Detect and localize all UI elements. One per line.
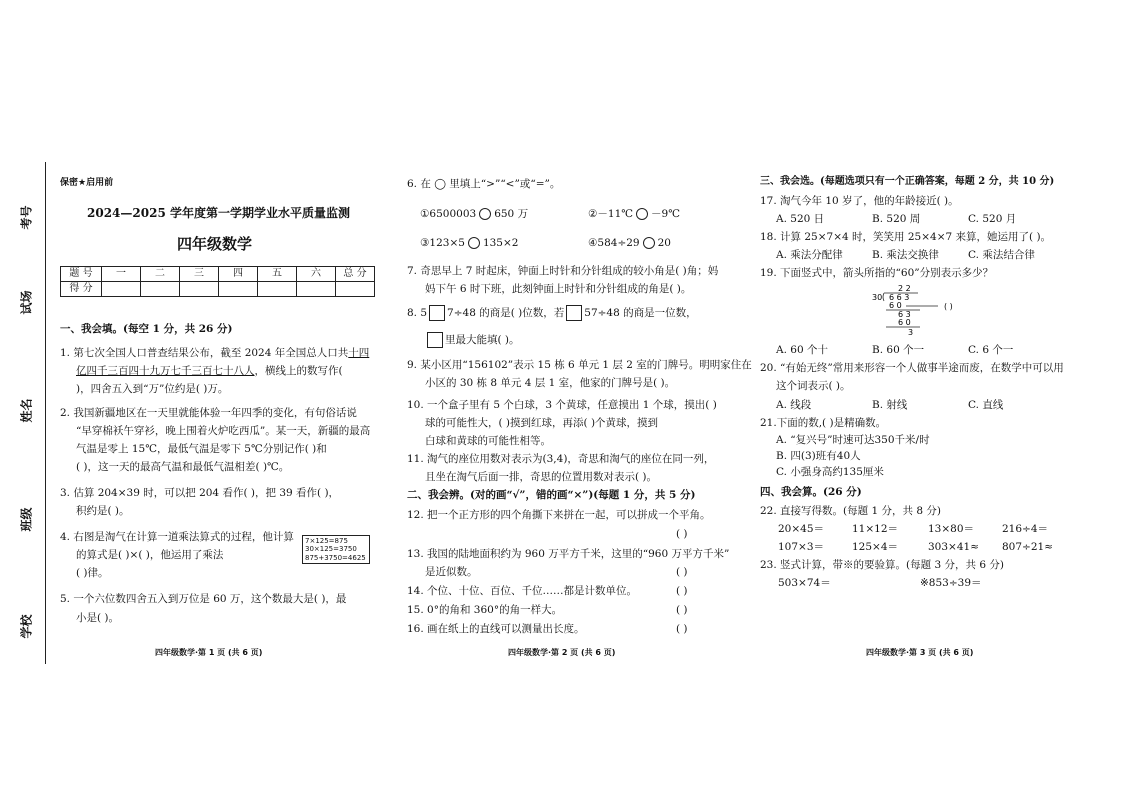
compare-circle[interactable] — [643, 237, 655, 249]
q6b-left: ②－11℃ — [588, 208, 634, 220]
q6b-right: －9℃ — [651, 208, 680, 220]
q6a-left: ①6500003 — [420, 208, 477, 220]
q1-text: 1. 第七次全国人口普查结果公布，截至 2024 年全国总人口共 — [60, 347, 349, 359]
q17-option-b[interactable]: B. 520 周 — [872, 213, 921, 225]
answer-box[interactable] — [429, 305, 445, 321]
score-header-cell: 五 — [258, 267, 297, 282]
question-16: 16. 画在纸上的直线可以测量出长度。 — [407, 623, 585, 635]
binding-line — [45, 162, 46, 664]
question-13-line-2: 是近似数。 — [425, 566, 478, 578]
compare-circle[interactable] — [468, 237, 480, 249]
judge-paren[interactable]: ( ) — [676, 604, 688, 616]
division-dividend: 6 6 3 — [889, 293, 910, 302]
q20-option-c[interactable]: C. 直线 — [968, 399, 1004, 411]
vertical-calc-b: ※853÷39＝ — [920, 577, 982, 589]
division-step-1: 6 0 — [889, 301, 902, 310]
q17-option-a[interactable]: A. 520 日 — [776, 213, 825, 225]
question-6c — [420, 237, 518, 250]
secret-label: 保密★启用前 — [60, 178, 114, 188]
q8-text: 7÷48 的商是( )位数，若 — [447, 307, 565, 319]
question-4-line-2: 的算式是( )×( )，他运用了乘法 — [76, 549, 224, 561]
score-header-cell: 题 号 — [61, 267, 102, 282]
score-header-cell: 总 分 — [336, 267, 375, 282]
score-header-cell: 一 — [102, 267, 141, 282]
page-1-footer: 四年级数学·第 1 页 (共 6 页) — [155, 648, 263, 657]
question-6b — [588, 208, 680, 221]
division-quotient: 2 2 — [898, 284, 911, 293]
question-14: 14. 个位、十位、百位、千位……都是计数单位。 — [407, 585, 638, 597]
q21-option-c[interactable]: C. 小强身高约135厘米 — [776, 466, 884, 478]
question-11-line-1: 11. 淘气的座位用数对表示为(3,4)，奇思和淘气的座位在同一列， — [407, 453, 715, 465]
question-20-line-1: 20. “有始无终”常用来形容一个人做事半途而废，在数学中可以用 — [760, 362, 1064, 374]
answer-box[interactable] — [566, 305, 582, 321]
question-4-line-1: 4. 右图是淘气在计算一道乘法算式的过程，他计算 — [60, 531, 294, 543]
q18-option-a[interactable]: A. 乘法分配律 — [776, 249, 843, 261]
q6c-right: 135×2 — [482, 237, 519, 249]
question-7-line-2: 妈下午 6 时下班，此刻钟面上时针和分针组成的角是( )。 — [425, 283, 692, 295]
score-cell[interactable] — [219, 282, 258, 297]
score-header-cell: 六 — [297, 267, 336, 282]
question-3-line-2: 积约是( )。 — [76, 505, 130, 517]
side-label-exam-room: 试场 — [19, 290, 34, 315]
oral-calc: 807÷21≈ — [1002, 541, 1053, 553]
score-cell[interactable] — [180, 282, 219, 297]
question-4-line-3: ( )律。 — [76, 567, 109, 579]
subject-title: 四年级数学 — [177, 235, 253, 253]
q20-option-b[interactable]: B. 射线 — [872, 399, 908, 411]
compare-circle[interactable] — [479, 208, 491, 220]
question-5-line-2: 小是( )。 — [76, 612, 120, 624]
score-cell[interactable] — [297, 282, 336, 297]
division-step-2: 6 0 — [898, 318, 911, 327]
oral-calc: 13×80＝ — [928, 523, 975, 535]
answer-box[interactable] — [427, 332, 443, 348]
q6d-left: ④584÷29 — [588, 237, 640, 249]
judge-paren[interactable]: ( ) — [676, 528, 688, 540]
oral-calc: 20×45＝ — [778, 523, 825, 535]
q20-option-a[interactable]: A. 线段 — [776, 399, 812, 411]
score-cell[interactable] — [336, 282, 375, 297]
q6c-left: ③123×5 — [420, 237, 465, 249]
page-2-footer: 四年级数学·第 2 页 (共 6 页) — [508, 648, 616, 657]
section-1-heading: 一、我会填。(每空 1 分，共 26 分) — [60, 323, 233, 335]
score-header-cell: 四 — [219, 267, 258, 282]
question-22: 22. 直接写得数。(每题 1 分，共 8 分) — [760, 505, 941, 517]
q19-option-c[interactable]: C. 6 个一 — [968, 344, 1014, 356]
vertical-calc-a: 503×74＝ — [778, 577, 831, 589]
question-13-line-1: 13. 我国的陆地面积约为 960 万平方千米，这里的“960 万平方千米” — [407, 548, 730, 560]
division-remainder-1: 6 3 — [898, 310, 911, 319]
side-label-exam-no: 考号 — [19, 205, 34, 230]
question-5-line-1: 5. 一个六位数四舍五入到万位是 60 万，这个数最大是( )，最 — [60, 593, 347, 605]
section-3-heading: 三、我会选。(每题选项只有一个正确答案，每题 2 分，共 10 分) — [760, 176, 1055, 187]
long-division-diagram — [870, 282, 1000, 342]
score-cell[interactable] — [141, 282, 180, 297]
question-23: 23. 竖式计算，带※的要验算。(每题 3 分，共 6 分) — [760, 559, 1004, 571]
score-header-cell: 三 — [180, 267, 219, 282]
question-12: 12. 把一个正方形的四个角撕下来拼在一起，可以拼成一个平角。 — [407, 509, 711, 521]
q18-option-b[interactable]: B. 乘法交换律 — [872, 249, 939, 261]
score-table — [60, 266, 375, 297]
score-cell[interactable] — [102, 282, 141, 297]
section-4-heading: 四、我会算。(26 分) — [760, 486, 862, 498]
question-17: 17. 淘气今年 10 岁了，他的年龄接近( )。 — [760, 195, 959, 207]
oral-calc: 107×3＝ — [778, 541, 825, 553]
judge-paren[interactable]: ( ) — [676, 585, 688, 597]
q18-option-c[interactable]: C. 乘法结合律 — [968, 249, 1035, 261]
judge-paren[interactable]: ( ) — [676, 566, 688, 578]
q1-underlined-number: 亿四千三百四十九万七千三百七十八人 — [76, 365, 255, 377]
exam-title: 2024—2025 学年度第一学期学业水平质量监测 — [87, 206, 350, 220]
oral-calc: 125×4＝ — [852, 541, 899, 553]
question-6d — [588, 237, 671, 250]
division-remainder-2: 3 — [908, 328, 914, 337]
score-row-label: 得 分 — [61, 282, 102, 297]
question-21: 21.下面的数,( )是精确数。 — [760, 417, 887, 429]
question-10-line-1: 10. 一个盒子里有 5 个白球，3 个黄球，任意摸出 1 个球，摸出( ) — [407, 399, 717, 411]
question-18: 18. 计算 25×7×4 时，笑笑用 25×4×7 来算，她运用了( )。 — [760, 231, 1052, 243]
question-10-line-2: 球的可能性大，( )摸到红球，再添( )个黄球，摸到 — [425, 417, 659, 429]
question-9-line-1: 9. 某小区用“156102”表示 15 栋 6 单元 1 层 2 室的门牌号。明明家住在 — [407, 359, 752, 371]
question-2-line-2: “早穿棉袄午穿衫，晚上围着火炉吃西瓜”。某一天，新疆的最高 — [76, 425, 371, 437]
q17-option-c[interactable]: C. 520 月 — [968, 213, 1017, 225]
q21-option-b[interactable]: B. 四(3)班有40人 — [776, 450, 861, 462]
question-2-line-3: 气温是零上 15℃，最低气温是零下 5℃分别记作( )和 — [76, 443, 327, 455]
question-10-line-3: 白球和黄球的可能性相等。 — [425, 435, 551, 447]
side-label-school: 学校 — [19, 614, 34, 639]
judge-paren[interactable]: ( ) — [676, 623, 688, 635]
calc-line: 30×125=3750 — [305, 545, 357, 554]
question-2-line-4: ( )，这一天的最高气温和最低气温相差( )℃。 — [76, 461, 290, 473]
score-cell[interactable] — [258, 282, 297, 297]
question-19: 19. 下面竖式中，箭头所指的“60”分别表示多少？ — [760, 267, 994, 279]
q6a-right: 650 万 — [494, 208, 529, 220]
side-label-class: 班级 — [19, 507, 34, 532]
oral-calc: 216÷4＝ — [1002, 523, 1049, 535]
question-15: 15. 0°的角和 360°的角一样大。 — [407, 604, 563, 616]
q6d-right: 20 — [657, 237, 671, 249]
score-header-cell: 二 — [141, 267, 180, 282]
question-6-heading: 6. 在 ◯ 里填上“>”“<”或“=”。 — [407, 178, 561, 190]
question-11-line-2: 且坐在淘气后面一排，奇思的位置用数对表示( )。 — [425, 471, 658, 483]
q8-text: 8. 5 — [407, 307, 428, 319]
oral-calc: 303×41≈ — [928, 541, 979, 553]
question-6a — [420, 208, 528, 221]
division-answer-paren[interactable]: ( ) — [944, 302, 953, 311]
q1-text: ，横线上的数写作( — [254, 365, 343, 377]
section-2-heading: 二、我会辨。(对的画“√”，错的画“×”)(每题 1 分，共 5 分) — [407, 489, 696, 501]
division-divisor: 30 — [872, 293, 883, 302]
question-8-line-2 — [425, 332, 520, 348]
q21-option-a[interactable]: A. “复兴号”时速可达350千米/时 — [776, 434, 930, 446]
page-3-footer: 四年级数学·第 3 页 (共 6 页) — [866, 648, 974, 657]
question-2-line-1: 2. 我国新疆地区在一天里就能体验一年四季的变化，有句俗话说 — [60, 407, 357, 419]
side-label-name: 姓名 — [19, 398, 34, 423]
division-bracket — [883, 293, 884, 301]
calc-line: 875+3750=4625 — [305, 553, 366, 562]
question-9-line-2: 小区的 30 栋 8 单元 4 层 1 室，他家的门牌号是( )。 — [425, 377, 676, 389]
question-20-line-2: 这个词表示( )。 — [776, 380, 851, 392]
q19-option-a[interactable]: A. 60 个十 — [776, 344, 828, 356]
q8-text: 里最大能填( )。 — [445, 334, 520, 346]
question-1-line-3: )，四舍五入到“万”位约是( )万。 — [76, 383, 229, 395]
question-1-line-2 — [76, 365, 343, 378]
question-3-line-1: 3. 估算 204×39 时，可以把 204 看作( )，把 39 看作( )， — [60, 487, 340, 499]
oral-calc: 11×12＝ — [852, 523, 899, 535]
compare-circle[interactable] — [636, 208, 648, 220]
question-8-line-1 — [407, 305, 697, 321]
calculation-box — [302, 535, 370, 564]
question-7-line-1: 7. 奇思早上 7 时起床，钟面上时针和分针组成的较小角是( )角；妈 — [407, 265, 719, 277]
question-1-line-1 — [60, 347, 369, 360]
q19-option-b[interactable]: B. 60 个一 — [872, 344, 925, 356]
q1-underlined: 十四 — [348, 347, 370, 359]
q8-text: 57÷48 的商是一位数， — [584, 307, 697, 319]
calc-line: 7×125=875 — [305, 537, 348, 545]
